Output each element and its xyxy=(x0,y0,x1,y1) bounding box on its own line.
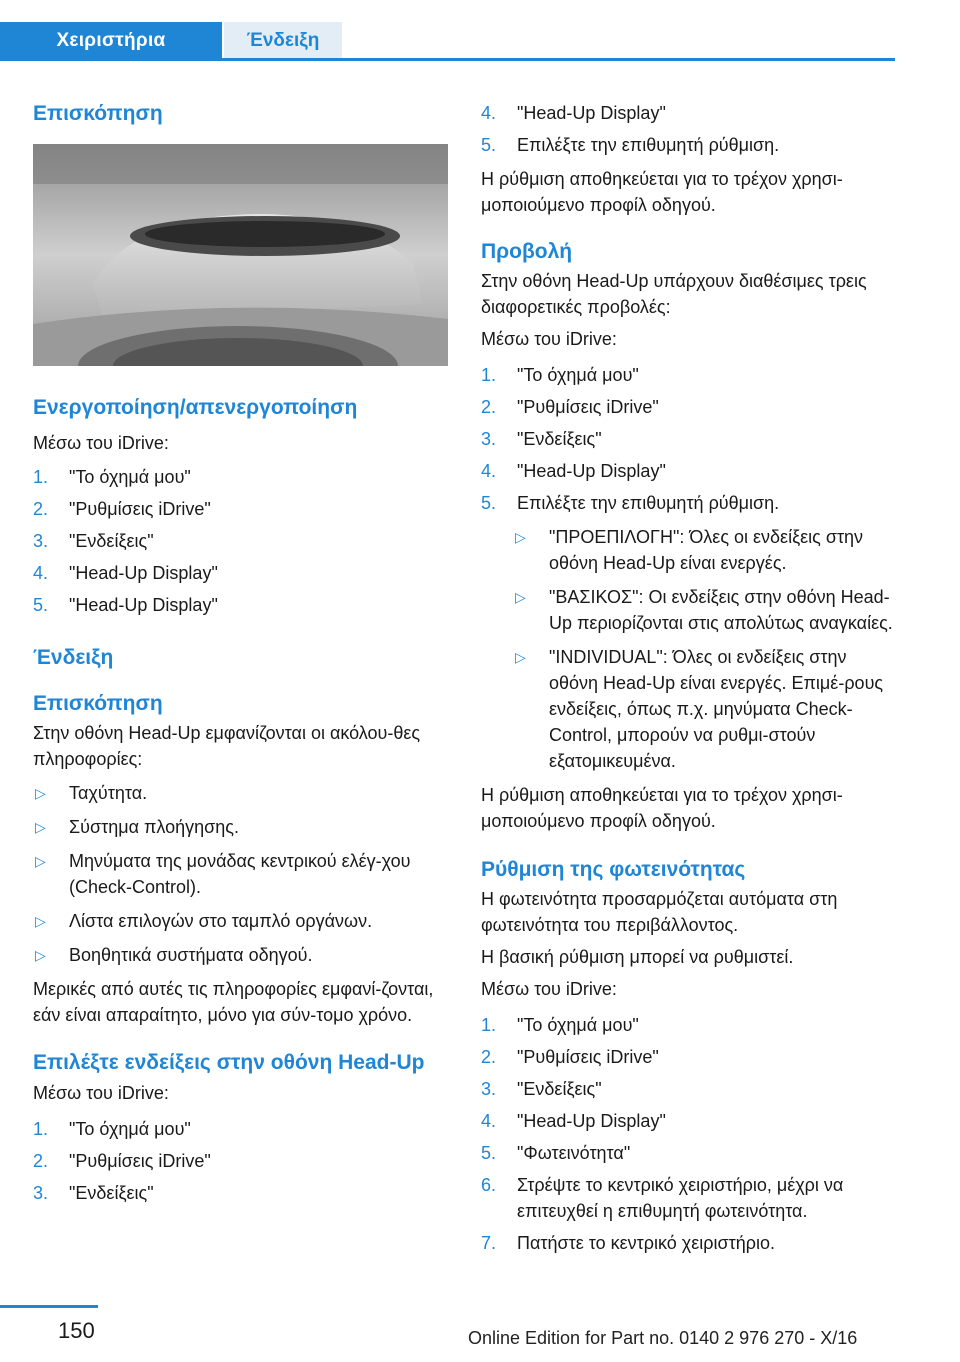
onoff-steps-list xyxy=(33,464,448,618)
list-item: 2. "Ρυθμίσεις iDrive" xyxy=(33,499,211,519)
display-items-list xyxy=(33,780,448,968)
via-idrive-label-4: Μέσω του iDrive: xyxy=(481,979,617,999)
page-number: 150 xyxy=(58,1318,95,1343)
list-item: ▷ "ΒΑΣΙΚΟΣ": Οι ενδείξεις στην οθόνη Head-Up περιορίζονται στις απολύτως αναγκαίες. xyxy=(515,587,893,633)
list-item: 4. "Head-Up Display" xyxy=(481,1111,666,1131)
display-intro: Στην οθόνη Head-Up εμφανίζονται οι ακόλου-θες πληροφορίες: xyxy=(33,723,421,769)
view-options-list xyxy=(481,524,896,774)
select-steps-list xyxy=(33,1116,448,1206)
list-item: 1. "Το όχημά μου" xyxy=(481,1015,639,1035)
heading-activate-deactivate: Ενεργοποίηση/απενεργοποίηση xyxy=(33,396,358,419)
left-column xyxy=(33,100,448,1206)
head-up-display-photo xyxy=(33,144,448,366)
list-item: 4. "Head-Up Display" xyxy=(481,103,666,123)
header-tab-controls[interactable]: Χειριστήρια xyxy=(0,22,222,60)
select-steps-continued-list xyxy=(481,100,896,158)
brightness-p2: Η βασική ρύθμιση μπορεί να ρυθμιστεί. xyxy=(481,947,794,967)
view-steps-list xyxy=(481,362,896,516)
list-item: 5. Επιλέξτε την επιθυμητή ρύθμιση. xyxy=(481,135,780,155)
heading-view: Προβολή xyxy=(481,240,573,263)
list-item: 7. Πατήστε το κεντρικό χειριστήριο. xyxy=(481,1233,775,1253)
brightness-p1: Η φωτεινότητα προσαρμόζεται αυτόματα στη φωτεινότητα του περιβάλλοντος. xyxy=(481,889,838,935)
list-item: 5. "Φωτεινότητα" xyxy=(481,1143,631,1163)
header-rule xyxy=(0,58,895,61)
list-item: 6. Στρέψτε το κεντρικό χειριστήριο, μέχρι να επιτευχθεί η επιθυμητή φωτεινότητα. xyxy=(481,1175,844,1221)
footer-rule xyxy=(0,1305,98,1308)
list-item: 2. "Ρυθμίσεις iDrive" xyxy=(33,1151,211,1171)
list-item: 4. "Head-Up Display" xyxy=(481,461,666,481)
heading-display-overview: Επισκόπηση xyxy=(33,692,163,715)
via-idrive-label-3: Μέσω του iDrive: xyxy=(481,329,617,349)
list-item: 3. "Ενδείξεις" xyxy=(33,1183,154,1203)
list-item: ▷ Ταχύτητα. xyxy=(35,783,148,803)
brightness-steps-list xyxy=(481,1012,896,1256)
edition-note: Online Edition for Part no. 0140 2 976 270 - X/16 xyxy=(468,1328,858,1348)
list-item: ▷ "INDIVIDUAL": Όλες οι ενδείξεις στην οθόνη Head-Up είναι ενεργές. Επιμέ-ρους ενδείξεις, όπως π.χ. μηνύματα Check-Control, μπορούν να ρυθμι-στούν εξατομικευμένα. xyxy=(515,647,884,771)
heading-select-displays: Επιλέξτε ενδείξεις στην οθόνη Head-Up xyxy=(33,1051,425,1074)
list-item: 1. "Το όχημά μου" xyxy=(33,1119,191,1139)
heading-brightness: Ρύθμιση της φωτεινότητας xyxy=(481,858,746,881)
header-tab-display[interactable]: Ένδειξη xyxy=(224,22,342,60)
heading-overview: Επισκόπηση xyxy=(33,102,163,125)
list-item: 5. Επιλέξτε την επιθυμητή ρύθμιση. xyxy=(481,493,780,513)
saved-note-2: Η ρύθμιση αποθηκεύεται για το τρέχον χρησι-μοποιούμενο προφίλ οδηγού. xyxy=(481,785,843,831)
list-item: 2. "Ρυθμίσεις iDrive" xyxy=(481,397,659,417)
saved-note: Η ρύθμιση αποθηκεύεται για το τρέχον χρησι-μοποιούμενο προφίλ οδηγού. xyxy=(481,169,843,215)
hud-photo-illustration xyxy=(33,144,448,366)
list-item: 3. "Ενδείξεις" xyxy=(33,531,154,551)
view-intro: Στην οθόνη Head-Up υπάρχουν διαθέσιμες τρεις διαφορετικές προβολές: xyxy=(481,271,867,317)
heading-display: Ένδειξη xyxy=(33,646,114,669)
list-item: 4. "Head-Up Display" xyxy=(33,563,218,583)
list-item: ▷ Λίστα επιλογών στο ταμπλό οργάνων. xyxy=(35,911,373,931)
page-header xyxy=(0,0,895,62)
list-item: ▷ Βοηθητικά συστήματα οδηγού. xyxy=(35,945,313,965)
via-idrive-label-2: Μέσω του iDrive: xyxy=(33,1083,169,1103)
list-item: ▷ Μηνύματα της μονάδας κεντρικού ελέγ-χου (Check-Control). xyxy=(35,851,411,897)
list-item: 3. "Ενδείξεις" xyxy=(481,429,602,449)
list-item: 3. "Ενδείξεις" xyxy=(481,1079,602,1099)
via-idrive-label: Μέσω του iDrive: xyxy=(33,433,169,453)
right-column xyxy=(481,100,896,1256)
list-item: 2. "Ρυθμίσεις iDrive" xyxy=(481,1047,659,1067)
list-item: ▷ Σύστημα πλοήγησης. xyxy=(35,817,239,837)
display-note: Μερικές από αυτές τις πληροφορίες εμφανί-ζονται, εάν είναι απαραίτητο, μόνο για σύν-τομο χρόνο. xyxy=(33,979,434,1025)
list-item: 5. "Head-Up Display" xyxy=(33,595,218,615)
list-item: ▷ "ΠΡΟΕΠΙΛΟΓΗ": Όλες οι ενδείξεις στην οθόνη Head-Up είναι ενεργές. xyxy=(515,527,864,573)
list-item: 1. "Το όχημά μου" xyxy=(33,467,191,487)
list-item: 1. "Το όχημά μου" xyxy=(481,365,639,385)
